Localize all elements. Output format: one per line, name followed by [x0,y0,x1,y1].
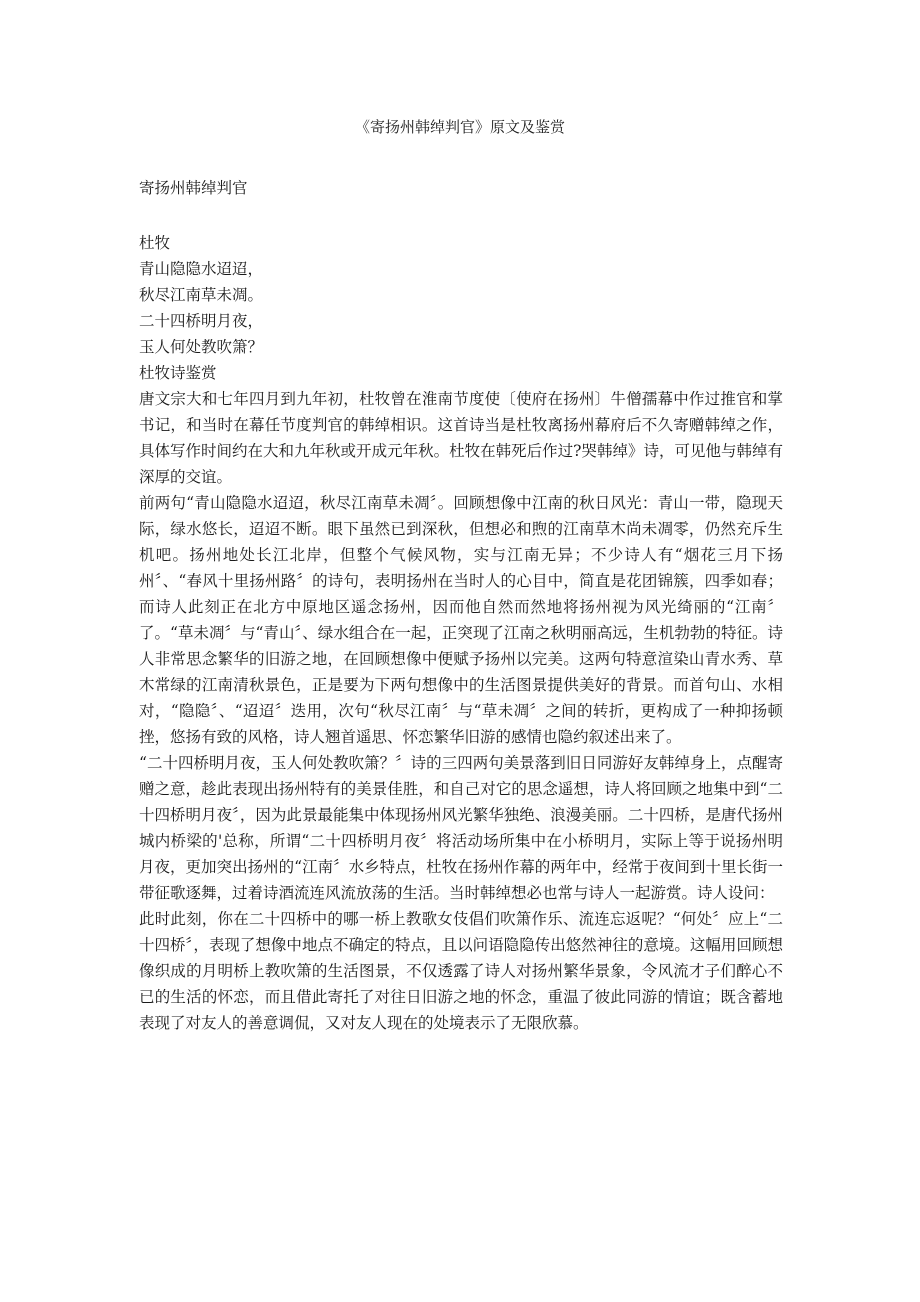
paragraph: 此时此刻，你在二十四桥中的哪一桥上教歌女伎倡们吹箫作乐、流连忘返呢？“何处〞应上“二十四桥〞，表现了想像中地点不确定的特点，且以问语隐隐传出悠然神往的意境。这幅用回顾想像织成的月明桥上教吹箫的生活图景，不仅透露了诗人对扬州繁华景象，令风流才子们醉心不已的生活的怀恋，而且借此寄托了对往日旧游之地的怀念，重温了彼此同游的情谊；既含蓄地表现了对友人的善意调侃，又对友人现在的处境表示了无限欣慕。 [139,910,783,1032]
document-body [139,230,783,1036]
appreciation-heading: 杜牧诗鉴赏 [139,364,217,382]
poem-line: 二十四桥明月夜， [139,312,264,330]
document-title: 《寄扬州韩绰判官》原文及鉴赏 [354,118,565,136]
poem-line: 秋尽江南草未凋。 [139,286,264,304]
poem-author: 杜牧 [139,234,171,252]
paragraph: 唐文宗大和七年四月到九年初，杜牧曾在淮南节度使〔使府在扬州〕牛僧孺幕中作过推官和掌书记，和当时在幕任节度判官的韩绰相识。这首诗当是杜牧离扬州幕府后不久寄赠韩绰之作，具体写作时间约在大和九年秋或开成元年秋。杜牧在韩死后作过?哭韩绰》诗，可见他与韩绰有深厚的交谊。 [139,390,783,486]
paragraph: 前两句“青山隐隐水迢迢，秋尽江南草未凋〞。回顾想像中江南的秋日风光：青山一带，隐现天际，绿水悠长，迢迢不断。眼下虽然已到深秋，但想必和煦的江南草木尚未凋零，仍然充斥生机吧。扬州地处长江北岸，但整个气候风物，实与江南无异；不少诗人有“烟花三月下扬州〞、“春风十里扬州路〞的诗句，表明扬州在当时人的心目中，简直是花团锦簇，四季如春；而诗人此刻正在北方中原地区遥念扬州，因而他自然而然地将扬州视为风光绮丽的“江南〞了。“草未凋〞与“青山〞、绿水组合在一起，正突现了江南之秋明丽高远，生机勃勃的特征。诗人非常思念繁华的旧游之地，在回顾想像中便赋予扬州以完美。这两句特意渲染山青水秀、草木常绿的江南清秋景色，正是要为下两句想像中的生活图景提供美好的背景。而首句山、水相对，“隐隐〞、“迢迢〞迭用，次句“秋尽江南〞与“草未凋〞之间的转折，更构成了一种抑扬顿挫，悠扬有致的风格，诗人翘首遥思、怀恋繁华旧游的感情也隐约叙述出来了。 [139,494,783,746]
poem-line: 青山隐隐水迢迢， [139,260,264,278]
paragraph: “二十四桥明月夜，玉人何处教吹箫？〞诗的三四两句美景落到旧日同游好友韩绰身上，点醒寄赠之意，趁此表现出扬州特有的美景佳胜，和自己对它的思念遥想，诗人将回顾之地集中到“二十四桥明月夜〞，因为此景最能集中体现扬州风光繁华独绝、浪漫美丽。二十四桥，是唐代扬州城内桥梁的'总称，所谓“二十四桥明月夜〞将活动场所集中在小桥明月，实际上等于说扬州明月夜，更加突出扬州的“江南〞水乡特点，杜牧在扬州作幕的两年中，经常于夜间到十里长街一带征歌逐舞，过着诗酒流连风流放荡的生活。当时韩绰想必也常与诗人一起游赏。诗人设问： [139,754,783,902]
poem-line: 玉人何处教吹箫？ [139,338,264,356]
poem-title: 寄扬州韩绰判官 [139,179,248,197]
